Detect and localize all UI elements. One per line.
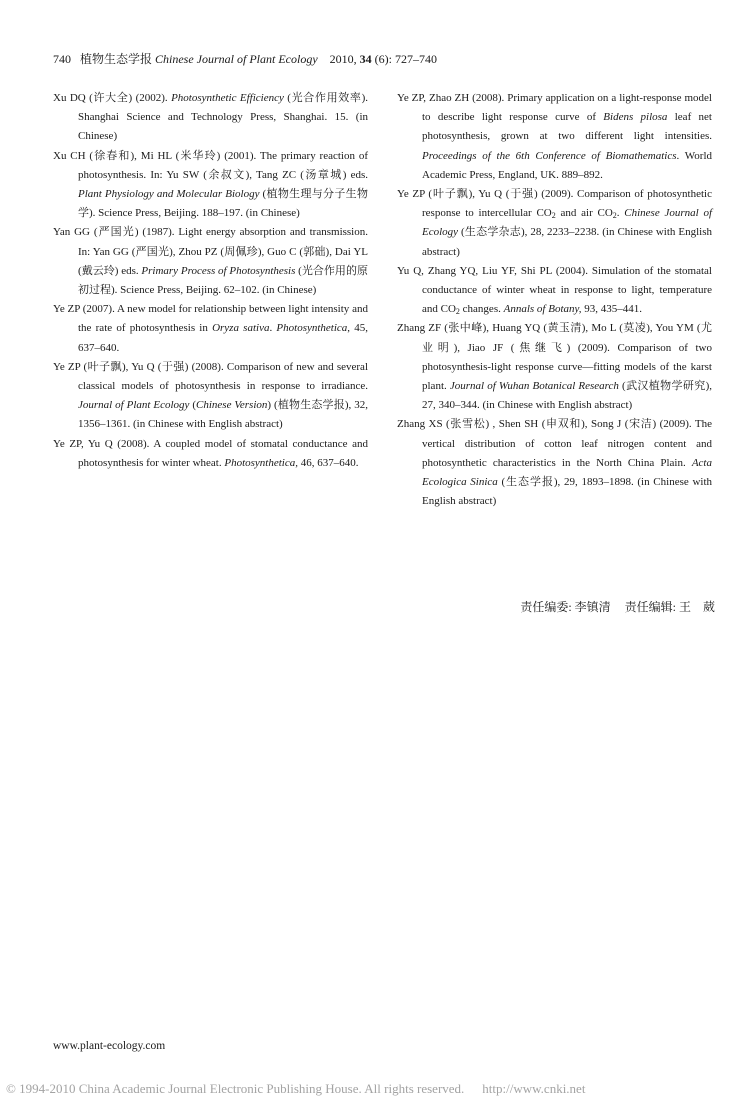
ref-text: ) (植物生态学报), 32, 1356–1361. (in Chinese with English abstract)	[78, 399, 368, 431]
subscript: 2	[612, 211, 617, 221]
journal-website: www.plant-ecology.com	[53, 1040, 166, 1052]
reference-item	[53, 89, 368, 147]
ref-text: (植物生理与分子生物学). Science Press, Beijing. 188–197. (in Chinese)	[78, 188, 368, 220]
subscript: 2	[455, 307, 460, 317]
reference-item	[53, 358, 368, 435]
ref-text: Yu Q, Zhang YQ, Liu YF, Shi PL (2004). Simulation of the stomatal conductance of winter wheat in response to light, temperature and CO	[397, 264, 712, 316]
ref-text: Xu DQ (许大全) (2002).	[53, 92, 172, 104]
ref-title: Photosynthetic Efficiency	[171, 92, 284, 104]
ref-text: and air CO	[555, 207, 613, 220]
page-number: 740	[53, 52, 71, 66]
reference-item	[397, 415, 712, 511]
journal-name-cn: 植物生态学报	[80, 52, 153, 66]
ref-journal: Chinese Journal of Ecology	[422, 207, 713, 239]
ref-text: Ye ZP (叶子飘), Yu Q (于强) (2008). Comparison of new and several classical models of photosynthesis in response to irradiance.	[53, 360, 368, 393]
ref-text: Ye ZP (2007). A new model for relationship between light intensity and the rate of photosynthesis in	[53, 303, 368, 335]
ref-text: 46, 637–640.	[297, 456, 359, 469]
responsible-editor-committee: 责任编委: 李镇清	[520, 600, 611, 614]
reference-item	[397, 89, 712, 185]
volume: 34	[359, 52, 372, 66]
ref-text: (生态学报), 29, 1893–1898. (in Chinese with English abstract)	[422, 476, 712, 508]
journal-name-en: Chinese Journal of Plant Ecology	[155, 52, 318, 66]
copyright-watermark	[6, 1080, 728, 1098]
ref-text: (	[189, 399, 197, 412]
ref-title: Primary Process of Photosynthesis	[141, 264, 296, 277]
ref-text: Yan GG (严国光) (1987). Light energy absorption and transmission. In: Yan GG (严国光), Zhou PZ (周佩珍), Guo C (郭础), Dai YL (戴云玲) eds.	[53, 226, 368, 277]
year: 2010,	[329, 52, 357, 66]
ref-journal: Journal of Wuhan Botanical Research	[449, 380, 619, 393]
reference-item	[53, 300, 368, 358]
ref-journal: Journal of Plant Ecology	[78, 399, 190, 412]
responsible-editor: 责任编辑: 王 葳	[624, 600, 715, 614]
reference-item	[397, 185, 712, 262]
running-head	[53, 51, 453, 67]
ref-journal: Photosynthetica	[276, 322, 348, 335]
ref-journal: Annals of Botany,	[503, 303, 582, 316]
reference-item	[397, 262, 712, 320]
ref-text: changes.	[459, 303, 504, 316]
ref-title: Oryza sativa	[212, 322, 270, 335]
ref-journal-version: Chinese Version	[196, 399, 268, 412]
references-left-column	[53, 89, 368, 473]
editor-credits	[505, 599, 715, 615]
ref-species: Bidens pilosa	[603, 111, 668, 124]
issue-pages: (6): 727–740	[374, 52, 437, 66]
ref-text: Ye ZP, Zhao ZH (2008). Primary application on a light-response model to describe light response curve of	[397, 92, 712, 124]
ref-text: Ye ZP (叶子飘), Yu Q (于强) (2009). Comparison of photosynthetic response to intercellular CO	[397, 188, 712, 220]
ref-text: . World Academic Press, England, UK. 889–892.	[422, 149, 712, 181]
reference-item	[53, 435, 368, 473]
ref-title: Plant Physiology and Molecular Biology	[78, 188, 260, 201]
ref-text: , 45, 637–640.	[78, 322, 369, 354]
ref-text: Zhang XS (张雪松) , Shen SH (申双和), Song J (宋洁) (2009). The vertical distribution of cotton leaf nitrogen content and photosynthetic characteristics in the North China Plain.	[397, 418, 712, 469]
reference-item	[53, 147, 368, 224]
ref-text: .	[616, 207, 625, 220]
references-right-column	[397, 89, 712, 511]
ref-text: Ye ZP, Yu Q (2008). A coupled model of stomatal conductance and photosynthesis for winter wheat.	[53, 437, 368, 469]
copyright-text: © 1994-2010 China Academic Journal Electronic Publishing House. All rights reserved.	[6, 1081, 465, 1096]
subscript: 2	[551, 211, 556, 221]
reference-item	[397, 319, 712, 415]
ref-text: Zhang ZF (张中峰), Huang YQ (黄玉清), Mo L (莫凌), You YM (尤业明), Jiao JF (焦继飞) (2009). Comparison of two photosynthesis-light response curve—fitting models of the karst plant.	[397, 322, 712, 393]
ref-text: (光合作用效率). Shanghai Science and Technology Press, Shanghai. 15. (in Chinese)	[78, 92, 369, 143]
ref-text: leaf net photosynthesis, grown at two different light intensities.	[422, 111, 712, 143]
ref-text: 93, 435–441.	[581, 303, 643, 316]
ref-text: (武汉植物学研究), 27, 340–344. (in Chinese with English abstract)	[422, 380, 713, 412]
ref-text: Xu CH (徐春和), Mi HL (米华玲) (2001). The primary reaction of photosynthesis. In: Yu SW (余叔文), Tang ZC (汤章城) eds.	[53, 149, 368, 181]
reference-item	[53, 223, 368, 300]
ref-journal: Photosynthetica,	[224, 456, 298, 469]
ref-text: (光合作用的原初过程). Science Press, Beijing. 62–102. (in Chinese)	[78, 264, 368, 297]
ref-proceedings: Proceedings of the 6th Conference of Biomathematics	[422, 149, 677, 162]
cnki-url: http://www.cnki.net	[482, 1081, 586, 1096]
ref-text: (生态学杂志), 28, 2233–2238. (in Chinese with English abstract)	[422, 226, 712, 258]
ref-journal: Acta Ecologica Sinica	[422, 456, 712, 489]
ref-text: .	[269, 322, 277, 335]
